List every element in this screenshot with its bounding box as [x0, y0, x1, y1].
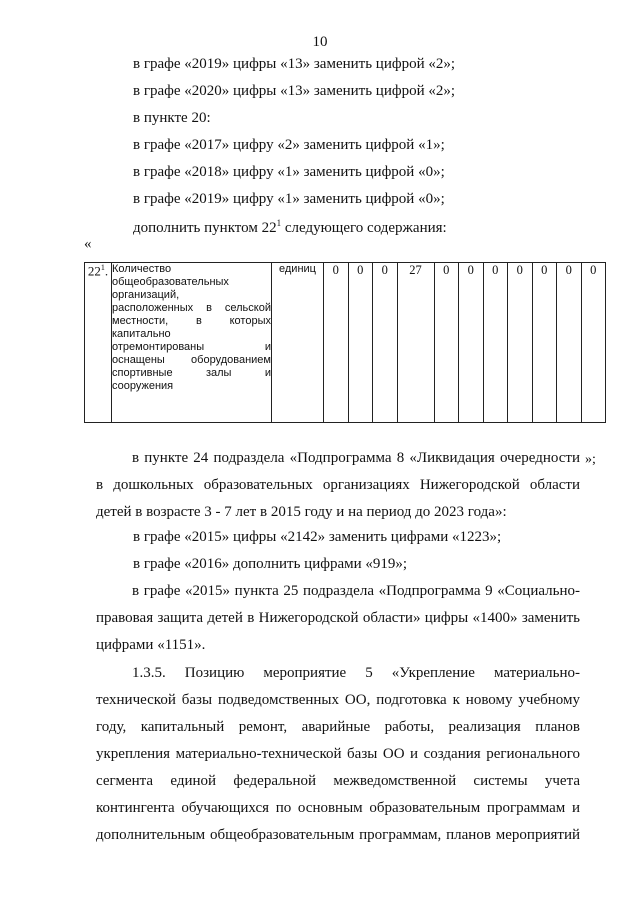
value-cell: 0	[483, 263, 508, 423]
para-line: году, капитальный ремонт, аварийные работы, реализация планов	[96, 719, 580, 735]
desc-line: общеобразовательных	[112, 276, 229, 288]
text-line-1: в графе «2019» цифры «13» заменить цифрой «2»;	[133, 56, 456, 72]
para-line: укрепления материально-технической базы ОО и создания регионального	[96, 746, 580, 762]
paragraph-point-24	[96, 445, 580, 526]
desc-line: отремонтированы и	[112, 341, 271, 353]
text-line-2016: в графе «2016» дополнить цифрами «919»;	[133, 556, 408, 572]
value-cell: 0	[557, 263, 582, 423]
add-point-prefix: дополнить пунктом 22	[133, 220, 277, 236]
text-line-2015: в графе «2015» цифры «2142» заменить цифрами «1223»;	[133, 529, 502, 545]
value-cell: 0	[348, 263, 373, 423]
para-line: в пункте 24 подраздела «Подпрограмма 8 «Ликвидация очередности	[132, 450, 580, 466]
desc-line: Количество	[112, 263, 172, 275]
para-line: 1.3.5. Позицию мероприятие 5 «Укрепление материально-	[132, 665, 580, 681]
value-cell: 27	[397, 263, 434, 423]
para-line: детей в возрасте 3 - 7 лет в 2015 году и на период до 2023 года»:	[96, 504, 507, 520]
para-line: дополнительным общеобразовательным программам, планов мероприятий	[96, 827, 580, 843]
para-line: контингента обучающихся по основным образовательным программам и	[96, 800, 580, 816]
value-cell: 0	[508, 263, 533, 423]
text-line-6: в графе «2019» цифру «1» заменить цифрой «0»;	[133, 191, 445, 207]
description-cell	[112, 263, 272, 423]
desc-line: организаций,	[112, 289, 180, 301]
para-line: цифрами «1151».	[96, 637, 206, 653]
unit-cell: единиц	[272, 263, 324, 423]
value-cell: 0	[532, 263, 557, 423]
desc-line: оснащены оборудованием	[112, 354, 271, 366]
table-row	[85, 263, 606, 423]
row-number: 22	[87, 263, 101, 279]
add-point-suffix: следующего содержания:	[281, 220, 447, 236]
add-point-line	[133, 218, 447, 237]
row-number-cell	[85, 263, 112, 423]
desc-line: сооружения	[112, 380, 174, 392]
quote-open: «	[84, 236, 92, 252]
para-line: в дошкольных образовательных организациях Нижегородской области	[96, 477, 580, 493]
value-cell: 0	[434, 263, 459, 423]
para-line: правовая защита детей в Нижегородской области» цифры «1400» заменить	[96, 610, 580, 626]
value-cell: 0	[324, 263, 349, 423]
page-number: 10	[312, 34, 328, 50]
value-cell: 0	[373, 263, 398, 423]
desc-line: расположенных в сельской	[112, 302, 271, 314]
text-line-4: в графе «2017» цифру «2» заменить цифрой «1»;	[133, 137, 445, 153]
desc-line: капитально	[112, 328, 171, 340]
value-cell: 0	[581, 263, 606, 423]
para-line: технической базы подведомственных ОО, подготовка к новому учебному	[96, 692, 580, 708]
paragraph-1-3-5	[96, 660, 580, 849]
para-line: сегмента единой федеральной межведомственной системы учета	[96, 773, 580, 789]
para-line: в графе «2015» пункта 25 подраздела «Подпрограмма 9 «Социально-	[132, 583, 580, 599]
value-cell: 0	[459, 263, 484, 423]
text-line-2: в графе «2020» цифры «13» заменить цифрой «2»;	[133, 83, 456, 99]
quote-close: »;	[585, 452, 596, 467]
text-line-5: в графе «2018» цифру «1» заменить цифрой «0»;	[133, 164, 445, 180]
add-point-sup: 1	[276, 218, 282, 228]
inserted-table	[84, 262, 606, 423]
row-number-suffix: .	[104, 263, 109, 279]
row-number-sup: 1	[100, 263, 105, 272]
desc-line: местности, в которых	[112, 315, 271, 327]
paragraph-point-25	[96, 578, 580, 659]
text-line-3: в пункте 20:	[133, 110, 211, 126]
desc-line: спортивные залы и	[112, 367, 271, 379]
